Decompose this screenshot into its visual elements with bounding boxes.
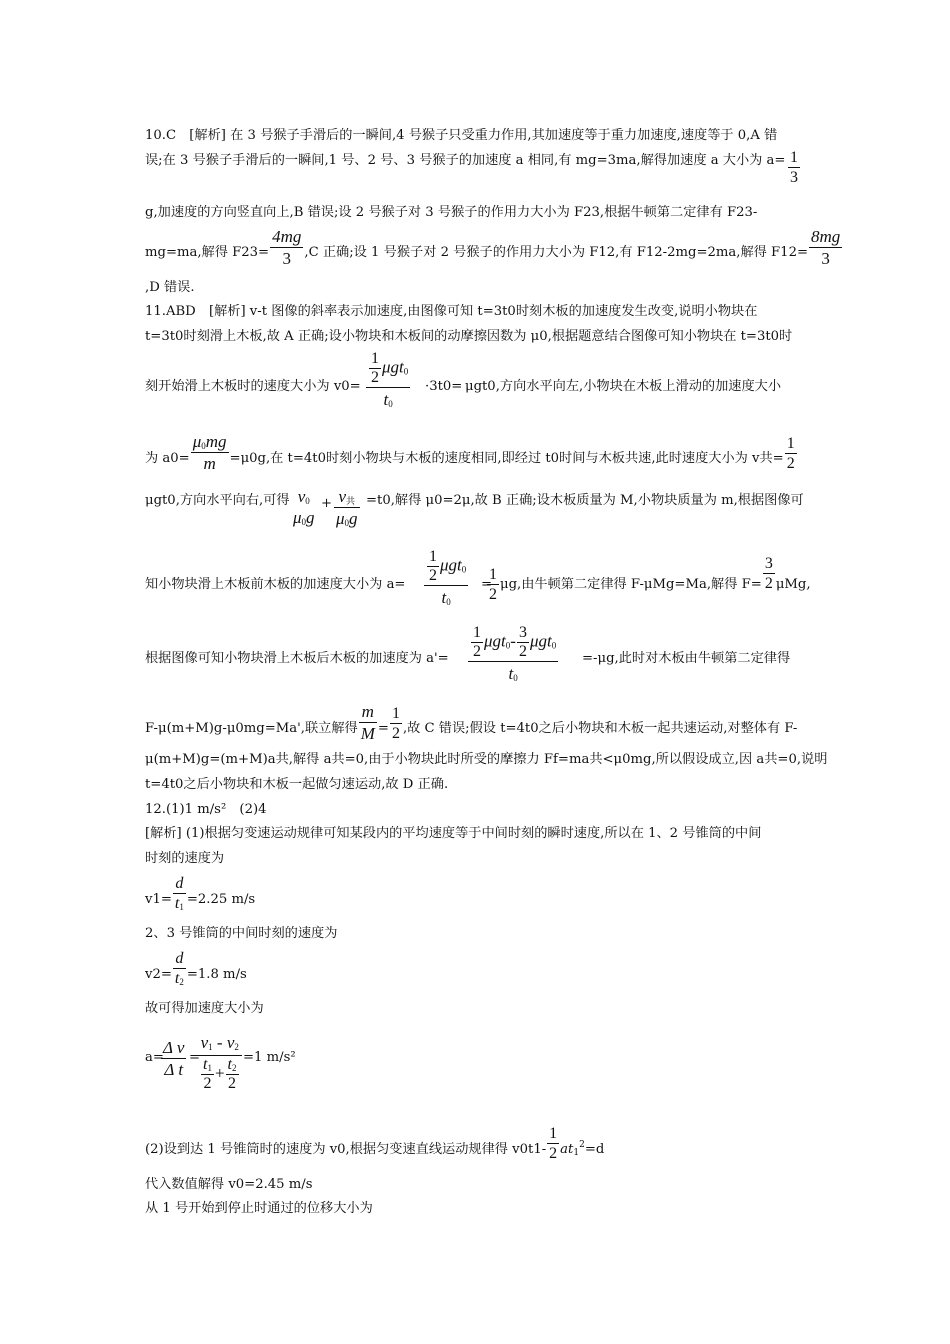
fraction-a-before: $\frac{1}{2}$ μgt$_0$ $t_0$ xyxy=(424,548,468,610)
fraction-one-third: 1 3 xyxy=(790,149,798,186)
q11-line-6: 知小物块滑上木板前木板的加速度大小为 a= $\frac{1}{2}$ μgt$_0$ $t_0$ = 1 2 μg,由牛顿第二定律得 F-μMg=Ma,解得 F= $\frac{3}{2}$ μMg, xyxy=(145,576,815,594)
fraction-4mg-over-3: $\frac{4mg}{3}$ xyxy=(272,227,302,268)
fraction-delta-v-over-delta-t: Δ v Δ t xyxy=(163,1038,185,1079)
q10-line-4: mg=ma,解得 F23= $\frac{4mg}{3}$ ,C 正确;设 1 号猴子对 2 号猴子的作用力大小为 F12,有 F12-2mg=2ma,解得 F12= $\frac{8mg}{3}$ xyxy=(145,227,841,268)
q11-line-1: 11.ABD [解析] v-t 图像的斜率表示加速度,由图像可知 t=3t0时刻木板的加速度发生改变,说明小物块在 xyxy=(145,304,758,319)
fraction-one-half: $\frac{1}{2}$ xyxy=(786,435,795,472)
fraction-d-over-t1: $\frac{d}{t_1}$ xyxy=(174,875,184,912)
q12-line-8: 从 1 号开始到停止时通过的位移大小为 xyxy=(145,1201,373,1216)
fraction-acceleration: $v_1 - v_2$ $\frac{t_1}{2}$ + $\frac{t_2}{2}$ xyxy=(198,1031,242,1093)
fraction-one-half-d: $\frac{1}{2}$ xyxy=(549,1125,558,1162)
fraction-m-over-M: $\frac{m}{M}$ xyxy=(360,702,375,743)
q12-line-4: 2、3 号锥筒的中间时刻的速度为 xyxy=(145,926,338,941)
q12-line-7: 代入数值解得 v0=2.45 m/s xyxy=(145,1177,313,1192)
fraction-one-half-c: $\frac{1}{2}$ xyxy=(391,705,400,742)
q12-line-1: 12.(1)1 m/s² (2)4 xyxy=(145,802,267,817)
q11-line-3: 刻开始滑上木板时的速度大小为 v0= $\frac{1}{2}$ μgt$_0$ $t_0$ ·3t0= μgt0,方向水平向左,小物块在木板上滑动的加速度大小 xyxy=(145,378,815,396)
fraction-three-halves-b: $\frac{3}{2}$ xyxy=(764,555,773,592)
fraction-d-over-t2: $\frac{d}{t_2}$ xyxy=(174,950,184,987)
fraction-one-half-b: 1 2 xyxy=(489,566,497,603)
q11-line-4: 为 a0= $\frac{\mu_0mg}{m}$ =μ0g,在 t=4t0时刻小物块与木板的速度相同,即经过 t0时间与木板共速,此时速度大小为 v共= $\frac{1}{2}$ xyxy=(145,432,795,473)
q10-line-2: 误;在 3 号猴子手滑后的一瞬间,1 号、2 号、3 号猴子的加速度 a 相同,有 mg=3ma,解得加速度 a 大小为 a= 1 3 xyxy=(145,149,798,186)
fraction-8mg-over-3: $\frac{8mg}{3}$ xyxy=(811,227,841,268)
fraction-a0: $\frac{\mu_0mg}{m}$ xyxy=(192,432,227,473)
fraction-a-prime: $\frac{1}{2}$ μgt$_0$- $\frac{3}{2}$ μgt$_0$ $t_0$ xyxy=(468,624,558,686)
q11-line-2: t=3t0时刻滑上木板,故 A 正确;设小物块和木板间的动摩擦因数为 μ0,根据题意结合图像可知小物块在 t=3t0时 xyxy=(145,329,793,344)
q11-line-8: F-μ(m+M)g-μ0mg=Ma',联立解得 $\frac{m}{M}$ = $\frac{1}{2}$ ,故 C 错误;假设 t=4t0之后小物块和木板一起共速运动,对整体有 F- xyxy=(145,702,798,743)
q12-line-5: 故可得加速度大小为 xyxy=(145,1001,264,1016)
fraction-vgong-over-mu0g: $v_共$ $\mu_0g$ xyxy=(336,487,358,528)
q12-eq-a: a= Δ v Δ t = $v_1 - v_2$ $\frac{t_1}{2}$ + $\frac{t_2}{2}$ =1 m/s² xyxy=(145,1033,296,1092)
q10-line-1: 10.C [解析] 在 3 号猴子手滑后的一瞬间,4 号猴子只受重力作用,其加速度等于重力加速度,速度等于 0,A 错 xyxy=(145,128,778,143)
q10-line-5: ,D 错误. xyxy=(145,280,195,295)
q10-line-3: g,加速度的方向竖直向上,B 错误;设 2 号猴子对 3 号猴子的作用力大小为 F23,根据牛顿第二定律有 F23- xyxy=(145,205,758,220)
q11-line-10: t=4t0之后小物块和木板一起做匀速运动,故 D 正确. xyxy=(145,777,449,792)
q12-line-2: [解析] (1)根据匀变速运动规律可知某段内的平均速度等于中间时刻的瞬时速度,所以在 1、2 号锥筒的中间 xyxy=(145,826,762,841)
fraction-v0: $\frac{1}{2}$ μgt$_0$ $t_0$ xyxy=(366,350,410,412)
q11-line-9: μ(m+M)g=(m+M)a共,解得 a共=0,由于小物块此时所受的摩擦力 Ff=ma共<μ0mg,所以假设成立,因 a共=0,说明 xyxy=(145,752,828,767)
q11-line-7: 根据图像可知小物块滑上木板后木板的加速度为 a'= $\frac{1}{2}$ μgt$_0$- $\frac{3}{2}$ μgt$_0$ $t_0$ =-μg,此时对木板由牛顿第二定律得 xyxy=(145,650,815,668)
q12-line-6: (2)设到达 1 号锥筒时的速度为 v0,根据匀变速直线运动规律得 v0t1- $\frac{1}{2}$ $at_1^2=d$ xyxy=(145,1125,605,1162)
q12-line-3: 时刻的速度为 xyxy=(145,851,225,866)
q12-eq-v2: v2= $\frac{d}{t_2}$ =1.8 m/s xyxy=(145,950,247,987)
q12-eq-v1: v1= $\frac{d}{t_1}$ =2.25 m/s xyxy=(145,875,256,912)
q11-line-5: μgt0,方向水平向右,可得 $v_0$ $\mu_0g$ + $v_共$ $\mu_0g$ =t0,解得 μ0=2μ,故 B 正确;设木板质量为 M,小物块质量为 m,根据图像可 xyxy=(145,487,804,528)
fraction-v0-over-mu0g: $v_0$ $\mu_0g$ xyxy=(293,487,315,527)
